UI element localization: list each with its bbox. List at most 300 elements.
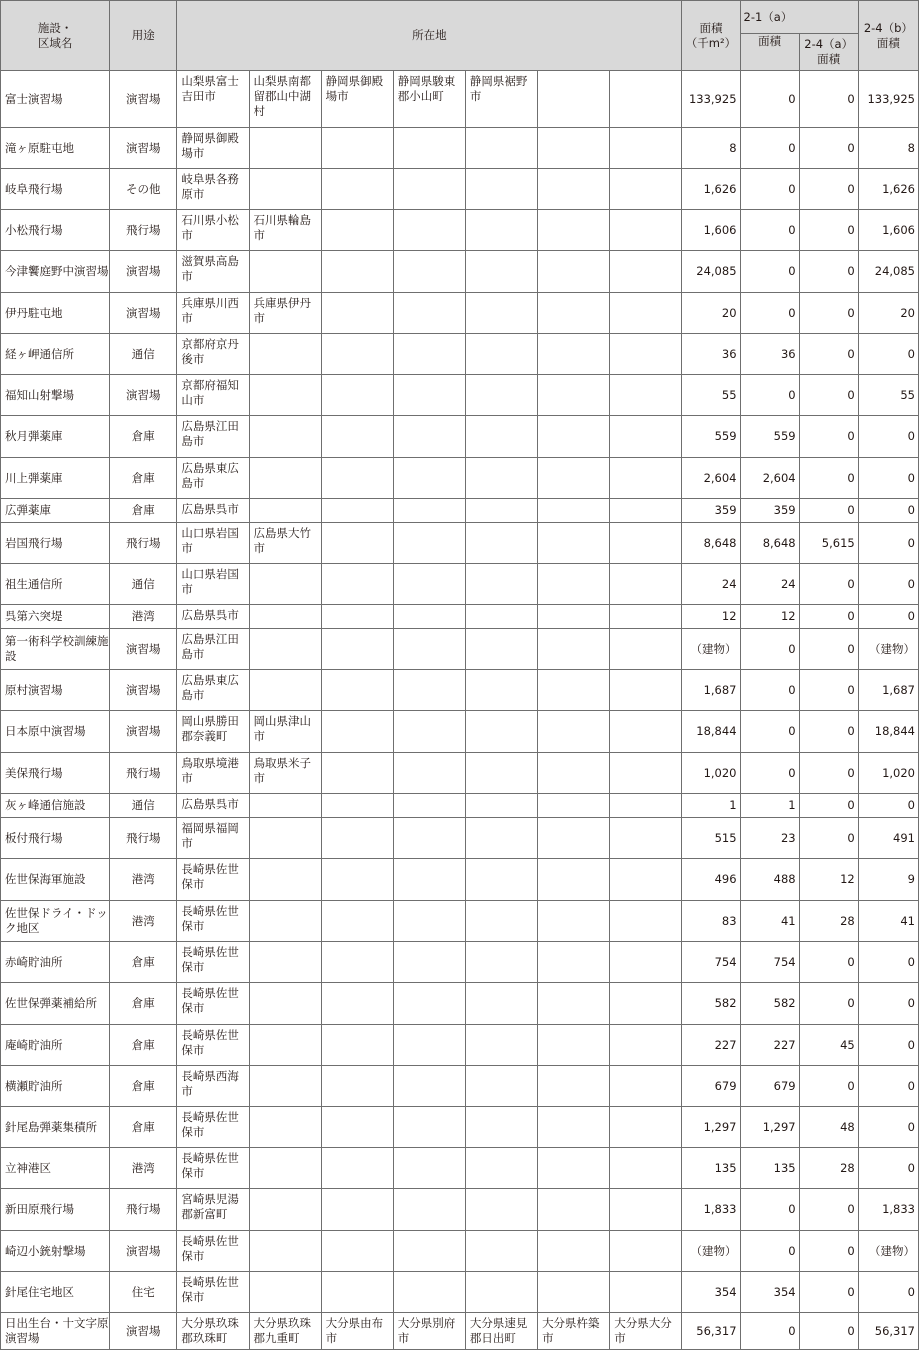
- location-cell: [538, 1107, 610, 1148]
- area-2-4b-cell: 0: [858, 605, 918, 629]
- location-cell: [610, 564, 682, 605]
- usage-cell: 倉庫: [110, 1066, 177, 1107]
- area-2-4b-cell: 0: [858, 564, 918, 605]
- location-cell: 静岡県駿東郡小山町: [393, 71, 465, 128]
- location-cell: [538, 901, 610, 942]
- location-cell: [249, 169, 321, 210]
- table-row: [1, 1231, 919, 1272]
- location-cell: [610, 711, 682, 753]
- table-row: [1, 293, 919, 334]
- area-2-4a-cell: 0: [799, 458, 858, 499]
- facility-name: 佐世保海軍施設: [1, 859, 110, 901]
- table-row: [1, 1107, 919, 1148]
- location-cell: 宮崎県児湯郡新富町: [177, 1189, 249, 1231]
- table-row: [1, 1025, 919, 1066]
- location-cell: [249, 859, 321, 901]
- area-2-1a-cell: 754: [740, 942, 799, 983]
- location-cell: [538, 1189, 610, 1231]
- facility-name: 原村演習場: [1, 670, 110, 711]
- location-cell: [249, 251, 321, 293]
- location-cell: [610, 416, 682, 458]
- header-area-2-1a: [740, 1, 858, 34]
- location-cell: 広島県呉市: [177, 794, 249, 818]
- location-cell: 長崎県佐世保市: [177, 1107, 249, 1148]
- facility-name: 灰ヶ峰通信施設: [1, 794, 110, 818]
- location-cell: [538, 1025, 610, 1066]
- area-cell: 679: [682, 1066, 740, 1107]
- area-cell: 135: [682, 1148, 740, 1189]
- area-cell: 2,604: [682, 458, 740, 499]
- location-cell: [321, 629, 393, 670]
- location-cell: [393, 1025, 465, 1066]
- location-cell: [610, 1231, 682, 1272]
- facility-name: 佐世保弾薬補給所: [1, 983, 110, 1025]
- table-row: [1, 251, 919, 293]
- area-2-1a-cell: 0: [740, 169, 799, 210]
- location-cell: [538, 499, 610, 523]
- area-2-1a-cell: 354: [740, 1272, 799, 1313]
- location-cell: [393, 564, 465, 605]
- area-2-1a-cell: 0: [740, 210, 799, 251]
- area-2-4b-cell: 0: [858, 458, 918, 499]
- area-2-4b-cell: 0: [858, 983, 918, 1025]
- area-2-1a-cell: 1: [740, 794, 799, 818]
- area-cell: 1,020: [682, 753, 740, 794]
- area-2-1a-cell: 0: [740, 1189, 799, 1231]
- facility-name: 祖生通信所: [1, 564, 110, 605]
- location-cell: [610, 375, 682, 416]
- location-cell: 長崎県佐世保市: [177, 942, 249, 983]
- area-cell: 582: [682, 983, 740, 1025]
- facility-name: 秋月弾薬庫: [1, 416, 110, 458]
- table-row: [1, 794, 919, 818]
- location-cell: [321, 1066, 393, 1107]
- table-row: [1, 901, 919, 942]
- location-cell: [538, 753, 610, 794]
- table-row: [1, 334, 919, 375]
- table-row: [1, 605, 919, 629]
- location-cell: [249, 1189, 321, 1231]
- usage-cell: 倉庫: [110, 942, 177, 983]
- location-cell: [249, 334, 321, 375]
- header-facility: [1, 1, 110, 71]
- location-cell: [393, 901, 465, 942]
- location-cell: [465, 859, 537, 901]
- area-2-4a-cell: 0: [799, 605, 858, 629]
- area-2-1a-cell: 0: [740, 128, 799, 169]
- location-cell: [610, 169, 682, 210]
- location-cell: [538, 629, 610, 670]
- area-2-1a-cell: 0: [740, 1231, 799, 1272]
- area-cell: （建物）: [682, 1231, 740, 1272]
- area-2-4b-cell: 0: [858, 1107, 918, 1148]
- table-body: [1, 71, 919, 1350]
- location-cell: [465, 605, 537, 629]
- location-cell: [393, 942, 465, 983]
- location-cell: [610, 753, 682, 794]
- location-cell: 静岡県御殿場市: [177, 128, 249, 169]
- location-cell: [321, 293, 393, 334]
- area-cell: 8,648: [682, 523, 740, 564]
- area-2-4a-cell: 0: [799, 942, 858, 983]
- location-cell: [610, 71, 682, 128]
- location-cell: [249, 1272, 321, 1313]
- usage-cell: 演習場: [110, 1313, 177, 1350]
- facility-name: 日本原中演習場: [1, 711, 110, 753]
- location-cell: 広島県江田島市: [177, 416, 249, 458]
- location-cell: [321, 334, 393, 375]
- location-cell: 京都府福知山市: [177, 375, 249, 416]
- table-row: [1, 629, 919, 670]
- area-cell: 8: [682, 128, 740, 169]
- location-cell: 長崎県佐世保市: [177, 1272, 249, 1313]
- location-cell: 鳥取県境港市: [177, 753, 249, 794]
- usage-cell: 倉庫: [110, 499, 177, 523]
- area-cell: 1,297: [682, 1107, 740, 1148]
- location-cell: 石川県小松市: [177, 210, 249, 251]
- location-cell: [393, 983, 465, 1025]
- location-cell: [249, 1148, 321, 1189]
- location-cell: 大分県大分市: [610, 1313, 682, 1350]
- area-2-4a-cell: 0: [799, 1231, 858, 1272]
- location-cell: [538, 1272, 610, 1313]
- header-area-2-1a-sub-cell: [740, 34, 799, 71]
- location-cell: [538, 1066, 610, 1107]
- area-2-4b-cell: 1,687: [858, 670, 918, 711]
- location-cell: 大分県玖珠郡玖珠町: [177, 1313, 249, 1350]
- header-area-2-4a: [799, 34, 858, 71]
- area-2-4b-cell: 56,317: [858, 1313, 918, 1350]
- area-cell: 515: [682, 818, 740, 859]
- location-cell: [610, 629, 682, 670]
- area-2-1a-cell: 36: [740, 334, 799, 375]
- location-cell: 山口県岩国市: [177, 564, 249, 605]
- location-cell: [249, 128, 321, 169]
- location-cell: 滋賀県高島市: [177, 251, 249, 293]
- facility-name: 岩国飛行場: [1, 523, 110, 564]
- location-cell: [610, 859, 682, 901]
- location-cell: [393, 293, 465, 334]
- area-2-4a-cell: 0: [799, 1272, 858, 1313]
- area-2-1a-cell: 8,648: [740, 523, 799, 564]
- location-cell: 兵庫県川西市: [177, 293, 249, 334]
- area-2-4a-cell: 28: [799, 1148, 858, 1189]
- header-area-label: 面積 （千m²）: [685, 20, 737, 50]
- location-cell: 広島県呉市: [177, 499, 249, 523]
- location-cell: 岐阜県各務原市: [177, 169, 249, 210]
- location-cell: [321, 251, 393, 293]
- area-cell: 1,687: [682, 670, 740, 711]
- table-row: [1, 375, 919, 416]
- location-cell: [393, 711, 465, 753]
- facility-name: 佐世保ドライ・ドック地区: [1, 901, 110, 942]
- location-cell: [538, 564, 610, 605]
- area-2-4b-cell: 8: [858, 128, 918, 169]
- location-cell: [465, 794, 537, 818]
- location-cell: [610, 605, 682, 629]
- area-2-4a-cell: 0: [799, 794, 858, 818]
- area-2-1a-cell: 0: [740, 375, 799, 416]
- location-cell: [610, 458, 682, 499]
- location-cell: [538, 458, 610, 499]
- header-usage: [110, 1, 177, 71]
- location-cell: 大分県玖珠郡九重町: [249, 1313, 321, 1350]
- usage-cell: 演習場: [110, 128, 177, 169]
- table-row: [1, 169, 919, 210]
- location-cell: 山梨県南都留郡山中湖村: [249, 71, 321, 128]
- location-cell: [538, 293, 610, 334]
- area-2-1a-cell: 0: [740, 629, 799, 670]
- area-2-4b-cell: 0: [858, 794, 918, 818]
- location-cell: [249, 794, 321, 818]
- table-row: [1, 1313, 919, 1350]
- table-row: [1, 942, 919, 983]
- location-cell: 広島県東広島市: [177, 458, 249, 499]
- location-cell: [249, 670, 321, 711]
- facility-name: 立神港区: [1, 1148, 110, 1189]
- facility-name: 美保飛行場: [1, 753, 110, 794]
- area-2-4a-cell: 0: [799, 629, 858, 670]
- facility-name: 板付飛行場: [1, 818, 110, 859]
- location-cell: [321, 1272, 393, 1313]
- location-cell: [610, 334, 682, 375]
- area-2-4a-cell: 0: [799, 334, 858, 375]
- location-cell: [465, 942, 537, 983]
- location-cell: [249, 1025, 321, 1066]
- location-cell: [249, 564, 321, 605]
- area-2-1a-cell: 0: [740, 251, 799, 293]
- location-cell: [610, 818, 682, 859]
- area-cell: 1,833: [682, 1189, 740, 1231]
- location-cell: 長崎県佐世保市: [177, 1231, 249, 1272]
- location-cell: 長崎県佐世保市: [177, 1025, 249, 1066]
- facility-name: 針尾島弾薬集積所: [1, 1107, 110, 1148]
- location-cell: [321, 670, 393, 711]
- area-cell: 1: [682, 794, 740, 818]
- area-2-4a-cell: 0: [799, 670, 858, 711]
- area-2-4a-cell: 5,615: [799, 523, 858, 564]
- location-cell: [538, 334, 610, 375]
- usage-cell: 演習場: [110, 293, 177, 334]
- location-cell: 長崎県佐世保市: [177, 1148, 249, 1189]
- location-cell: [465, 416, 537, 458]
- facility-name: 赤崎貯油所: [1, 942, 110, 983]
- area-2-4b-cell: 0: [858, 942, 918, 983]
- location-cell: [538, 983, 610, 1025]
- area-2-1a-cell: 0: [740, 670, 799, 711]
- usage-cell: 倉庫: [110, 416, 177, 458]
- usage-cell: 通信: [110, 334, 177, 375]
- location-cell: 山口県岩国市: [177, 523, 249, 564]
- area-2-1a-cell: 0: [740, 711, 799, 753]
- location-cell: [393, 458, 465, 499]
- table-row: [1, 210, 919, 251]
- area-2-4b-cell: 0: [858, 523, 918, 564]
- location-cell: [465, 1189, 537, 1231]
- location-cell: [393, 794, 465, 818]
- facility-name: 崎辺小銃射撃場: [1, 1231, 110, 1272]
- location-cell: [249, 458, 321, 499]
- location-cell: [249, 1066, 321, 1107]
- location-cell: [610, 1189, 682, 1231]
- usage-cell: 演習場: [110, 71, 177, 128]
- location-cell: [465, 523, 537, 564]
- table-row: [1, 458, 919, 499]
- area-2-4a-cell: 0: [799, 1313, 858, 1350]
- location-cell: 京都府京丹後市: [177, 334, 249, 375]
- table-row: [1, 71, 919, 128]
- location-cell: 広島県呉市: [177, 605, 249, 629]
- location-cell: [610, 983, 682, 1025]
- location-cell: [321, 794, 393, 818]
- area-2-1a-cell: 582: [740, 983, 799, 1025]
- header-area-2-4a-title: 2-4（a）: [804, 37, 854, 51]
- area-2-4a-cell: 0: [799, 564, 858, 605]
- area-2-4b-cell: 0: [858, 416, 918, 458]
- area-2-4b-cell: 491: [858, 818, 918, 859]
- location-cell: [465, 564, 537, 605]
- area-cell: 24: [682, 564, 740, 605]
- location-cell: [465, 210, 537, 251]
- area-2-4b-cell: 0: [858, 1066, 918, 1107]
- location-cell: [465, 1066, 537, 1107]
- area-2-1a-cell: 679: [740, 1066, 799, 1107]
- usage-cell: 倉庫: [110, 458, 177, 499]
- location-cell: [538, 859, 610, 901]
- location-cell: 福岡県福岡市: [177, 818, 249, 859]
- location-cell: [321, 1025, 393, 1066]
- table-row: [1, 859, 919, 901]
- area-2-1a-cell: 0: [740, 753, 799, 794]
- location-cell: [538, 71, 610, 128]
- location-cell: [538, 251, 610, 293]
- location-cell: 静岡県裾野市: [465, 71, 537, 128]
- area-2-4a-cell: 0: [799, 375, 858, 416]
- location-cell: [321, 210, 393, 251]
- location-cell: [321, 169, 393, 210]
- location-cell: [393, 210, 465, 251]
- usage-cell: 倉庫: [110, 1107, 177, 1148]
- location-cell: [321, 1107, 393, 1148]
- area-cell: 24,085: [682, 251, 740, 293]
- area-2-4a-cell: 0: [799, 416, 858, 458]
- area-cell: 1,626: [682, 169, 740, 210]
- location-cell: [321, 1189, 393, 1231]
- area-2-4a-cell: 0: [799, 293, 858, 334]
- header-area-2-1a-title: 2-1（a）: [743, 9, 793, 24]
- area-2-4b-cell: 55: [858, 375, 918, 416]
- area-2-4a-cell: 0: [799, 210, 858, 251]
- location-cell: [538, 942, 610, 983]
- area-2-4a-cell: 48: [799, 1107, 858, 1148]
- area-2-1a-cell: 0: [740, 293, 799, 334]
- table-row: [1, 1148, 919, 1189]
- location-cell: [393, 416, 465, 458]
- location-cell: [538, 794, 610, 818]
- usage-cell: 演習場: [110, 375, 177, 416]
- location-cell: 広島県東広島市: [177, 670, 249, 711]
- location-cell: [321, 1148, 393, 1189]
- location-cell: [538, 416, 610, 458]
- usage-cell: その他: [110, 169, 177, 210]
- location-cell: [393, 128, 465, 169]
- location-cell: [321, 564, 393, 605]
- area-2-1a-cell: 1,297: [740, 1107, 799, 1148]
- area-cell: 359: [682, 499, 740, 523]
- area-2-1a-cell: 135: [740, 1148, 799, 1189]
- table-row: [1, 416, 919, 458]
- location-cell: [465, 629, 537, 670]
- area-cell: 496: [682, 859, 740, 901]
- usage-cell: 港湾: [110, 859, 177, 901]
- area-cell: 754: [682, 942, 740, 983]
- location-cell: [393, 1231, 465, 1272]
- location-cell: 岡山県勝田郡奈義町: [177, 711, 249, 753]
- table-row: [1, 564, 919, 605]
- location-cell: 大分県速見郡日出町: [465, 1313, 537, 1350]
- area-2-4b-cell: 0: [858, 1272, 918, 1313]
- location-cell: [610, 210, 682, 251]
- facility-name: 広弾薬庫: [1, 499, 110, 523]
- table-row: [1, 711, 919, 753]
- usage-cell: 港湾: [110, 605, 177, 629]
- location-cell: [538, 375, 610, 416]
- area-2-4a-cell: 0: [799, 711, 858, 753]
- usage-cell: 港湾: [110, 1148, 177, 1189]
- location-cell: 石川県輪島市: [249, 210, 321, 251]
- area-2-4b-cell: （建物）: [858, 1231, 918, 1272]
- area-2-4b-cell: 0: [858, 499, 918, 523]
- area-2-4b-cell: 0: [858, 1148, 918, 1189]
- area-cell: 18,844: [682, 711, 740, 753]
- table-row: [1, 983, 919, 1025]
- location-cell: [610, 942, 682, 983]
- facility-name: 小松飛行場: [1, 210, 110, 251]
- area-cell: 36: [682, 334, 740, 375]
- location-cell: [538, 523, 610, 564]
- area-2-1a-cell: 24: [740, 564, 799, 605]
- area-2-1a-cell: 2,604: [740, 458, 799, 499]
- header-location-label: 所在地: [412, 28, 447, 42]
- area-cell: 133,925: [682, 71, 740, 128]
- usage-cell: 飛行場: [110, 818, 177, 859]
- location-cell: [393, 1066, 465, 1107]
- location-cell: 岡山県津山市: [249, 711, 321, 753]
- location-cell: [393, 859, 465, 901]
- location-cell: [321, 711, 393, 753]
- table-row: [1, 1272, 919, 1313]
- area-2-4b-cell: 0: [858, 334, 918, 375]
- facility-name: 岐阜飛行場: [1, 169, 110, 210]
- facility-name: 伊丹駐屯地: [1, 293, 110, 334]
- location-cell: [249, 1107, 321, 1148]
- location-cell: [393, 1148, 465, 1189]
- area-2-1a-cell: 559: [740, 416, 799, 458]
- area-2-1a-cell: 23: [740, 818, 799, 859]
- usage-cell: 通信: [110, 564, 177, 605]
- location-cell: [249, 375, 321, 416]
- location-cell: [393, 251, 465, 293]
- usage-cell: 演習場: [110, 711, 177, 753]
- area-cell: 56,317: [682, 1313, 740, 1350]
- area-2-4a-cell: 0: [799, 753, 858, 794]
- location-cell: [538, 1231, 610, 1272]
- location-cell: [465, 753, 537, 794]
- location-cell: [465, 375, 537, 416]
- location-cell: [538, 818, 610, 859]
- area-cell: 20: [682, 293, 740, 334]
- location-cell: [610, 1148, 682, 1189]
